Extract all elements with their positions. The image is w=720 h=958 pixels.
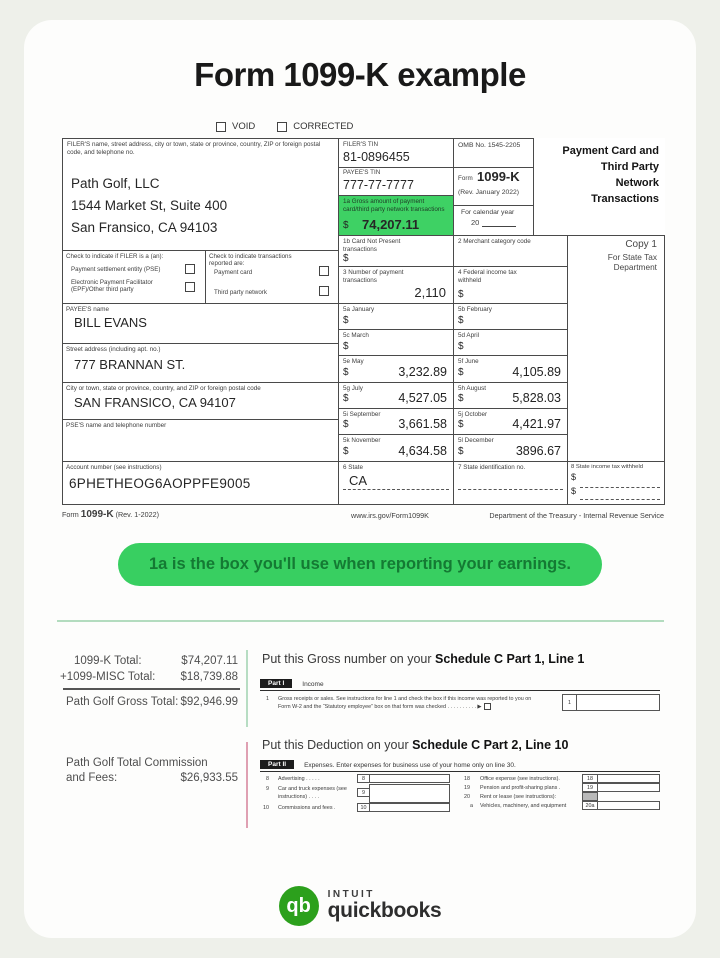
- omb-label: OMB No. 1545-2205: [458, 142, 521, 149]
- schedule2-heading: [262, 738, 568, 752]
- row9-label: [278, 785, 358, 802]
- filer-name: Path Golf, LLC: [71, 176, 160, 191]
- month-value: 4,527.05: [398, 391, 447, 405]
- box-4-label: 4 Federal income tax withheld: [458, 269, 517, 285]
- gross-total-label: Path Golf Gross Total:: [66, 696, 179, 708]
- month-dollar: $: [343, 341, 349, 352]
- month-value: 4,421.97: [512, 417, 561, 431]
- copy-number: Copy 1: [625, 239, 657, 250]
- month-box-5j: [454, 409, 566, 433]
- page-title: Form 1099-K example: [194, 56, 526, 93]
- product-title-line: Third Party: [600, 160, 659, 173]
- line1-number: 1: [266, 696, 269, 702]
- filer-label: FILER'S name, street address, city or town, state or province, country, ZIP or foreign postal code, and telephone no.: [67, 141, 321, 157]
- grid-line: [453, 205, 534, 206]
- total-row-gross: [60, 696, 238, 708]
- box-8-label: 8 State income tax withheld: [571, 464, 644, 470]
- grid-line: [62, 343, 339, 344]
- grid-line: [62, 504, 665, 505]
- month-label: 5a January: [343, 306, 375, 313]
- payee-tin-value: 777-77-7777: [343, 178, 414, 192]
- row9-label-1: Car and truck expenses (see: [278, 786, 347, 792]
- dashed-line: [580, 499, 660, 500]
- product-title-line: Payment Card and: [562, 145, 659, 157]
- box-8-dollar-2: $: [571, 486, 577, 496]
- grid-line: [338, 266, 568, 267]
- filer-check-opt2b: (EPF)/Other third party: [71, 286, 134, 293]
- filer-street: 1544 Market St, Suite 400: [71, 198, 228, 213]
- month-label: 5i September: [343, 411, 381, 418]
- copy-dept-1: For State Tax: [607, 252, 657, 262]
- box-6-value: CA: [349, 473, 368, 488]
- schedule2-heading-bold: Schedule C Part 2, Line 10: [412, 738, 569, 752]
- row8-cell: 8: [357, 774, 370, 783]
- month-label: 5e May: [343, 358, 364, 365]
- payee-name-label: PAYEE'S name: [66, 306, 109, 313]
- form-number: 1099-K: [477, 169, 520, 184]
- payee-tin-label: PAYEE'S TIN: [343, 169, 381, 176]
- month-dollar: $: [343, 446, 349, 457]
- copy-dept-2: Department: [613, 262, 657, 272]
- month-label: 5h August: [458, 385, 487, 392]
- total-1099misc-value: $18,739.88: [180, 671, 238, 683]
- row10-amount: [369, 803, 450, 812]
- deduction-divider-line: [246, 742, 248, 828]
- row9-no: 9: [266, 786, 269, 792]
- month-box-5b: [454, 304, 566, 329]
- form-product-title: [537, 144, 659, 208]
- part2-badge: Part II: [260, 760, 294, 769]
- gross-total-value: $92,946.99: [180, 696, 238, 708]
- month-value: 4,105.89: [512, 365, 561, 379]
- row10-cell: 10: [357, 803, 370, 812]
- form-footer-url: www.irs.gov/Form1099K: [351, 511, 429, 520]
- box-6-label: 6 State: [343, 464, 363, 471]
- calendar-year-prefix: 20: [471, 218, 480, 227]
- txn-check-label-2: reported are:: [209, 260, 245, 267]
- grid-line: [567, 235, 568, 505]
- month-box-5a: [339, 304, 452, 329]
- filer-check-opt2a: Electronic Payment Facilitator: [71, 279, 153, 286]
- row19-label: Pension and profit-sharing plans .: [480, 785, 561, 791]
- footer-form-word: Form: [62, 510, 79, 519]
- city-value: SAN FRANSICO, CA 94107: [74, 395, 236, 410]
- month-box-5k: [339, 435, 452, 460]
- epf-checkbox: [185, 282, 195, 292]
- month-dollar: $: [458, 393, 464, 404]
- month-box-5f: [454, 356, 566, 381]
- month-value: 3896.67: [515, 444, 561, 458]
- corrected-label: CORRECTED: [293, 121, 354, 132]
- month-box-5c: [339, 330, 452, 355]
- line1-amount-cell: [576, 694, 660, 711]
- account-value: 6PHETHEOG6AOPPFE9005: [69, 476, 251, 491]
- corrected-checkbox: [277, 122, 287, 132]
- qb-monogram: qb: [286, 894, 311, 917]
- street-label: Street address (including apt. no.): [66, 346, 161, 353]
- product-title-line: Network: [615, 176, 659, 189]
- row8-no: 8: [266, 776, 269, 782]
- city-label: City or town, state or province, country, and ZIP or foreign postal code: [66, 385, 261, 392]
- box-1a-value: 74,207.11: [362, 217, 420, 232]
- box-1a-label: 1a Gross amount of payment card/third party network transactions: [343, 198, 445, 214]
- callout-banner: 1a is the box you'll use when reporting your earnings.: [118, 543, 602, 586]
- line1-text-2: Form W-2 and the “Statutory employee” box on that form was checked . . . . . . . . . . ▶: [278, 704, 482, 711]
- footer-form-number: 1099-K: [80, 509, 114, 520]
- commission-label-line1: Path Golf Total Commission: [66, 757, 208, 769]
- qb-circle-icon: [279, 886, 319, 926]
- grid-line: [338, 167, 534, 168]
- row20a-cell: 20a: [582, 801, 598, 810]
- month-box-5h: [454, 383, 566, 407]
- month-dollar: $: [343, 367, 349, 378]
- statutory-checkbox: [484, 703, 491, 710]
- calendar-year-label: For calendar year: [461, 209, 515, 216]
- month-label: 5d April: [458, 332, 480, 339]
- month-label: 5g July: [343, 385, 363, 392]
- row20a-no: a: [470, 803, 473, 809]
- pse-checkbox: [185, 264, 195, 274]
- line1-cell-number: 1: [562, 694, 577, 711]
- txn-check-opt1: Payment card: [214, 269, 253, 276]
- totals-sum-rule: [63, 688, 240, 690]
- commission-label-line2: and Fees:: [66, 772, 118, 784]
- expense-grid: [260, 775, 660, 815]
- row20-no: 20: [464, 794, 470, 800]
- month-label: 5f June: [458, 358, 479, 365]
- grid-line: [62, 250, 339, 251]
- month-dollar: $: [458, 419, 464, 430]
- product-title-line: Transactions: [591, 192, 659, 205]
- row8-label: Advertising . . . . .: [278, 776, 320, 782]
- row20-shaded-cell: [582, 792, 598, 801]
- total-1099k-value: $74,207.11: [181, 655, 238, 667]
- row20-label: Rent or lease (see instructions):: [480, 794, 557, 800]
- filer-check-label: Check to indicate if FILER is a (an):: [66, 253, 164, 260]
- grid-line: [62, 461, 665, 462]
- schedule2-heading-prefix: Put this Deduction on your: [262, 738, 413, 752]
- month-dollar: $: [343, 315, 349, 326]
- month-label: 5j October: [458, 411, 488, 418]
- dashed-line: [580, 487, 660, 488]
- grid-line: [205, 250, 206, 303]
- total-1099misc-label: +1099-MISC Total:: [60, 671, 156, 683]
- total-row-1099misc: [60, 671, 238, 683]
- month-dollar: $: [458, 341, 464, 352]
- filer-check-opt1: Payment settlement entity (PSE): [71, 266, 161, 273]
- month-label: 5l December: [458, 437, 494, 444]
- month-label: 5k November: [343, 437, 381, 444]
- line1-text: [278, 695, 560, 712]
- total-row-commission: [60, 772, 238, 784]
- box-2-label: 2 Merchant category code: [458, 238, 531, 245]
- box-8-dollar-1: $: [571, 472, 577, 482]
- grid-line: [338, 235, 665, 236]
- grid-line: [62, 138, 534, 139]
- month-value: 3,661.58: [398, 417, 447, 431]
- box-4-dollar: $: [458, 289, 464, 300]
- schedule1-heading-bold: Schedule C Part 1, Line 1: [435, 652, 585, 666]
- schedule2-part-bar: [260, 760, 660, 772]
- form-revision: (Rev. January 2022): [458, 189, 520, 196]
- form-footer-dept: Department of the Treasury - Internal Revenue Service: [489, 511, 664, 520]
- footer-form-rev: (Rev. 1-2022): [115, 510, 160, 519]
- corrected-option: [277, 121, 353, 132]
- filer-city: San Fransico, CA 94103: [71, 220, 218, 235]
- month-box-5l: [454, 435, 566, 460]
- month-label: 5c March: [343, 332, 369, 339]
- month-box-5i: [339, 409, 452, 433]
- schedule1-heading-prefix: Put this Gross number on your: [262, 652, 435, 666]
- box-7-label: 7 State identification no.: [458, 464, 526, 471]
- line1-text-1: Gross receipts or sales. See instructions for line 1 and check the box if this income was reported to you on: [278, 696, 532, 702]
- total-row-1099k: [60, 655, 238, 667]
- logo-wordmark: [328, 889, 442, 922]
- month-box-5g: [339, 383, 452, 407]
- month-dollar: $: [458, 446, 464, 457]
- month-value: 4,634.58: [398, 444, 447, 458]
- void-option: [216, 121, 255, 132]
- schedule1-heading: [262, 652, 584, 666]
- grid-line: [533, 138, 534, 235]
- month-dollar: $: [458, 367, 464, 378]
- form-footer-left: [62, 509, 159, 520]
- row19-cell: 19: [582, 783, 598, 792]
- quickbooks-wordmark: quickbooks: [327, 899, 442, 923]
- row9-amount: [369, 784, 450, 803]
- grid-line: [664, 235, 665, 505]
- month-dollar: $: [458, 315, 464, 326]
- part1-badge: Part I: [260, 679, 292, 688]
- void-corrected-row: [216, 121, 353, 132]
- section-divider: [57, 620, 664, 622]
- box-1b-dollar: $: [343, 253, 349, 264]
- box-3-label: 3 Number of payment transactions: [343, 269, 404, 285]
- row18-amount: [597, 774, 660, 783]
- row18-label: Office expense (see instructions).: [480, 776, 560, 782]
- month-value: 3,232.89: [398, 365, 447, 379]
- account-label: Account number (see instructions): [66, 464, 162, 471]
- row19-amount: [597, 783, 660, 792]
- grid-line: [62, 138, 63, 505]
- grid-line: [62, 419, 339, 420]
- row10-no: 10: [263, 805, 269, 811]
- month-label: 5b February: [458, 306, 492, 313]
- form-1099k: [62, 138, 665, 505]
- void-checkbox: [216, 122, 226, 132]
- month-box-5e: [339, 356, 452, 381]
- row20a-label: Vehicles, machinery, and equipment: [480, 803, 567, 809]
- month-box-5d: [454, 330, 566, 355]
- pse-label: PSE'S name and telephone number: [66, 422, 167, 429]
- month-dollar: $: [343, 393, 349, 404]
- commission-value: $26,933.55: [180, 772, 238, 784]
- schedule-c-part2: [260, 738, 660, 814]
- box-1b-label: 1b Card Not Present transactions: [343, 238, 401, 254]
- grid-line: [338, 195, 454, 196]
- txn-check-label-1: Check to indicate transactions: [209, 253, 292, 260]
- row18-no: 18: [464, 776, 470, 782]
- void-label: VOID: [232, 121, 256, 132]
- row19-no: 19: [464, 785, 470, 791]
- street-value: 777 BRANNAN ST.: [74, 357, 186, 372]
- gross-divider-line: [246, 650, 248, 727]
- form-word: Form: [458, 175, 473, 182]
- box-3-value: 2,110: [414, 285, 446, 300]
- grid-line: [62, 382, 339, 383]
- txn-check-opt2: Third party network: [214, 289, 267, 296]
- row8-amount: [369, 774, 450, 783]
- month-dollar: $: [343, 419, 349, 430]
- dashed-line: [458, 489, 563, 490]
- box-1a-dollar: $: [343, 220, 349, 231]
- part1-section-label: Income: [302, 681, 324, 688]
- row9-cell: 9: [357, 788, 370, 797]
- filer-tin-label: FILER'S TIN: [343, 141, 379, 148]
- calendar-year-blank: [482, 218, 516, 227]
- row10-label: Commissions and fees .: [278, 805, 336, 811]
- dashed-line: [343, 489, 449, 490]
- intuit-wordmark: INTUIT: [327, 889, 375, 901]
- payment-card-checkbox: [319, 266, 329, 276]
- schedule1-part-bar: [260, 679, 660, 691]
- row9-label-2: instructions) . . . .: [278, 794, 320, 801]
- row20a-amount: [597, 801, 660, 810]
- copy-block: [571, 239, 657, 272]
- schedule-c-part1: [260, 652, 660, 716]
- row18-cell: 18: [582, 774, 598, 783]
- month-value: 5,828.03: [512, 391, 561, 405]
- quickbooks-logo: [0, 886, 720, 926]
- filer-tin-value: 81-0896455: [343, 150, 410, 164]
- total-1099k-label: 1099-K Total:: [74, 655, 142, 667]
- part2-section-label: Expenses. Enter expenses for business use of your home only on line 30.: [304, 762, 516, 769]
- payee-name-value: BILL EVANS: [74, 315, 147, 330]
- third-party-checkbox: [319, 286, 329, 296]
